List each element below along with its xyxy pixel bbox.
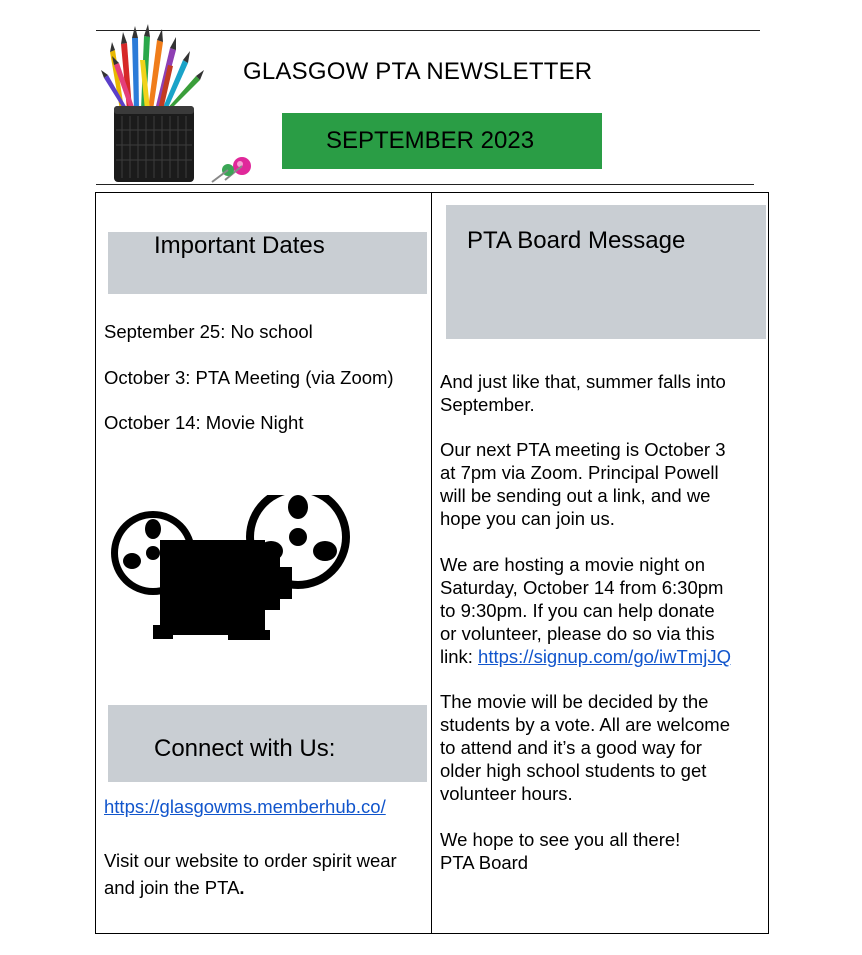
- connect-heading: Connect with Us:: [154, 735, 336, 762]
- link-prefix: link:: [440, 646, 479, 667]
- text-line: or volunteer, please do so via this: [440, 623, 715, 644]
- text-line: The movie will be decided by the: [440, 691, 709, 712]
- signup-link[interactable]: https://signup.com/go/iwTmjJQ: [478, 646, 731, 667]
- signature-line: PTA Board: [440, 852, 529, 873]
- text-line: hope you can join us.: [440, 508, 615, 529]
- text-line: We are hosting a movie night on: [440, 554, 705, 575]
- board-paragraph-4: [440, 690, 730, 805]
- newsletter-title: GLASGOW PTA NEWSLETTER: [243, 58, 593, 85]
- board-message-panel: [446, 205, 766, 339]
- column-divider: [431, 193, 432, 934]
- text-line: And just like that, summer falls into: [440, 371, 726, 392]
- connect-text-line2: and join the PTA: [104, 877, 240, 898]
- board-paragraph-1: [440, 370, 726, 416]
- text-line: volunteer hours.: [440, 783, 573, 804]
- date-item: September 25: No school: [104, 321, 313, 342]
- text-line: Our next PTA meeting is October 3: [440, 439, 726, 460]
- text-line: September.: [440, 394, 535, 415]
- date-item: October 14: Movie Night: [104, 412, 304, 433]
- connect-text: [104, 847, 397, 901]
- text-line: students by a vote. All are welcome: [440, 714, 730, 735]
- film-projector-icon: [108, 495, 363, 645]
- pencil-cup-icon: [100, 20, 265, 190]
- memberhub-link[interactable]: https://glasgowms.memberhub.co/: [104, 796, 386, 817]
- connect-text-period: .: [239, 877, 245, 898]
- date-banner: SEPTEMBER 2023: [282, 113, 602, 169]
- closing-line: We hope to see you all there!: [440, 829, 681, 850]
- board-message-heading: PTA Board Message: [467, 227, 686, 254]
- text-line: Saturday, October 14 from 6:30pm: [440, 577, 724, 598]
- connect-text-line1: Visit our website to order spirit wear: [104, 850, 397, 871]
- date-item: October 3: PTA Meeting (via Zoom): [104, 367, 394, 388]
- board-closing: [440, 828, 680, 874]
- text-line: will be sending out a link, and we: [440, 485, 711, 506]
- text-line: to attend and it’s a good way for: [440, 737, 702, 758]
- text-line: older high school students to get: [440, 760, 707, 781]
- important-dates-heading: Important Dates: [154, 232, 325, 259]
- text-line: to 9:30pm. If you can help donate: [440, 600, 715, 621]
- text-line: at 7pm via Zoom. Principal Powell: [440, 462, 719, 483]
- board-paragraph-3: [440, 553, 731, 668]
- board-paragraph-2: [440, 438, 726, 530]
